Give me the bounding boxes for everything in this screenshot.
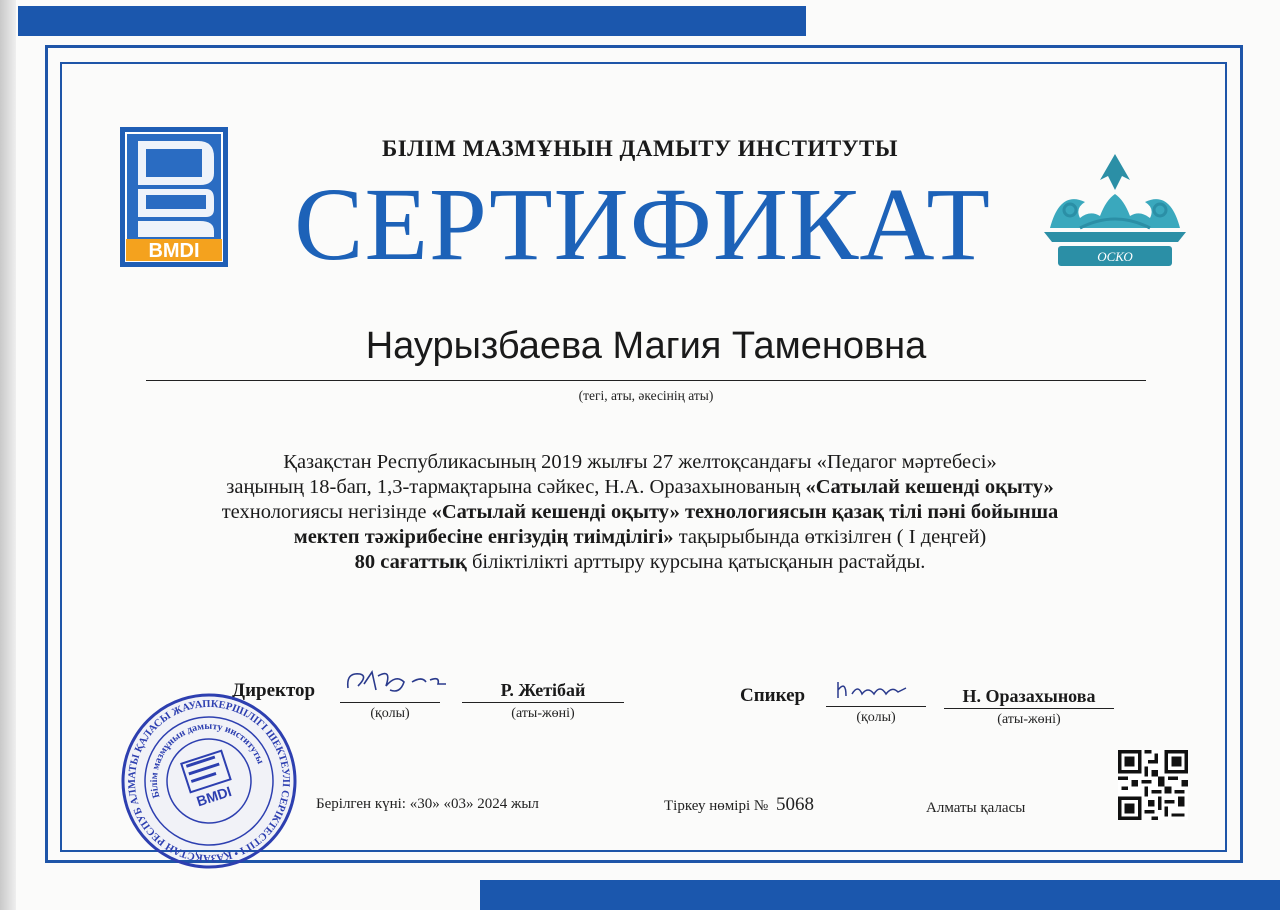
speaker-name-caption: (аты-жөні) (997, 712, 1061, 727)
speaker-label: Спикер (740, 685, 806, 706)
name-underline (146, 380, 1146, 381)
director-signature-icon (342, 664, 462, 704)
ornament-crown-emblem-icon (1040, 150, 1190, 272)
emblem-text: ОСКО (1097, 249, 1133, 264)
seal-logo-text: BMDI (194, 783, 234, 810)
director-sign-line (340, 702, 440, 703)
director-label: Директор (232, 680, 316, 701)
logo-text: BMDI (148, 240, 200, 262)
body-line-1: Қазақстан Республикасының 2019 жылғы 27 желтоқсандағы «Педагог мәртебесі» (283, 451, 997, 473)
director-name: Р. Жетібай (500, 680, 586, 700)
seal-inner-text: Білім мазмұнын дамыту институты (148, 720, 266, 800)
top-blue-stripe (18, 6, 806, 36)
speaker-name: Н. Оразахынова (962, 686, 1096, 706)
director-name-line (462, 702, 624, 703)
director-sign-caption: (қолы) (370, 706, 410, 721)
bottom-blue-stripe (480, 880, 1280, 910)
certificate-title: СЕРТИФИКАТ (294, 167, 991, 282)
recipient-name: Наурызбаева Магия Таменовна (365, 325, 927, 367)
seal-outer-text: АЛМАТЫ ҚАЛАСЫ ЖАУАПКЕРШІЛІГІ ШЕКТЕУЛІ СЕРІКТЕСТІГІ • ҚАЗАҚСТАН РЕСПУБЛИКАСЫ (126, 698, 292, 864)
name-caption: (тегі, аты, әкесінің аты) (578, 388, 714, 403)
body-line-4: мектеп тәжірибесіне енгізудің тиімділігі» тақырыбында өткізілген ( І деңгей) (293, 526, 987, 548)
city: Алматы қаласы (926, 800, 1026, 816)
issue-date: Берілген күні: «30» «03» 2024 жыл (316, 796, 539, 812)
institute-name: БІЛІМ МАЗМҰНЫН ДАМЫТУ ИНСТИТУТЫ (382, 136, 898, 161)
qr-code-icon (1118, 750, 1188, 820)
body-line-3: технологиясы негізінде «Сатылай кешенді оқыту» технологиясын қазақ тілі пәні бойынша (221, 501, 1059, 523)
body-line-2: заңының 18-бап, 1,3-тармақтарына сәйкес, Н.А. Оразахынованың «Сатылай кешенді оқыту» (226, 476, 1054, 498)
body-line-5: 80 сағаттық біліктілікті арттыру курсына қатысқанын растайды. (354, 551, 926, 573)
certificate-body-text (110, 450, 1170, 575)
speaker-signature-icon (832, 676, 912, 706)
registration-number: 5068 (775, 794, 814, 815)
speaker-name-line (944, 708, 1114, 709)
registration (664, 794, 814, 816)
director-name-caption: (аты-жөні) (511, 706, 575, 721)
official-seal-stamp (118, 690, 300, 872)
registration-label: Тіркеу нөмірі № (664, 798, 769, 814)
speaker-sign-line (826, 706, 926, 707)
speaker-sign-caption: (қолы) (856, 710, 896, 725)
